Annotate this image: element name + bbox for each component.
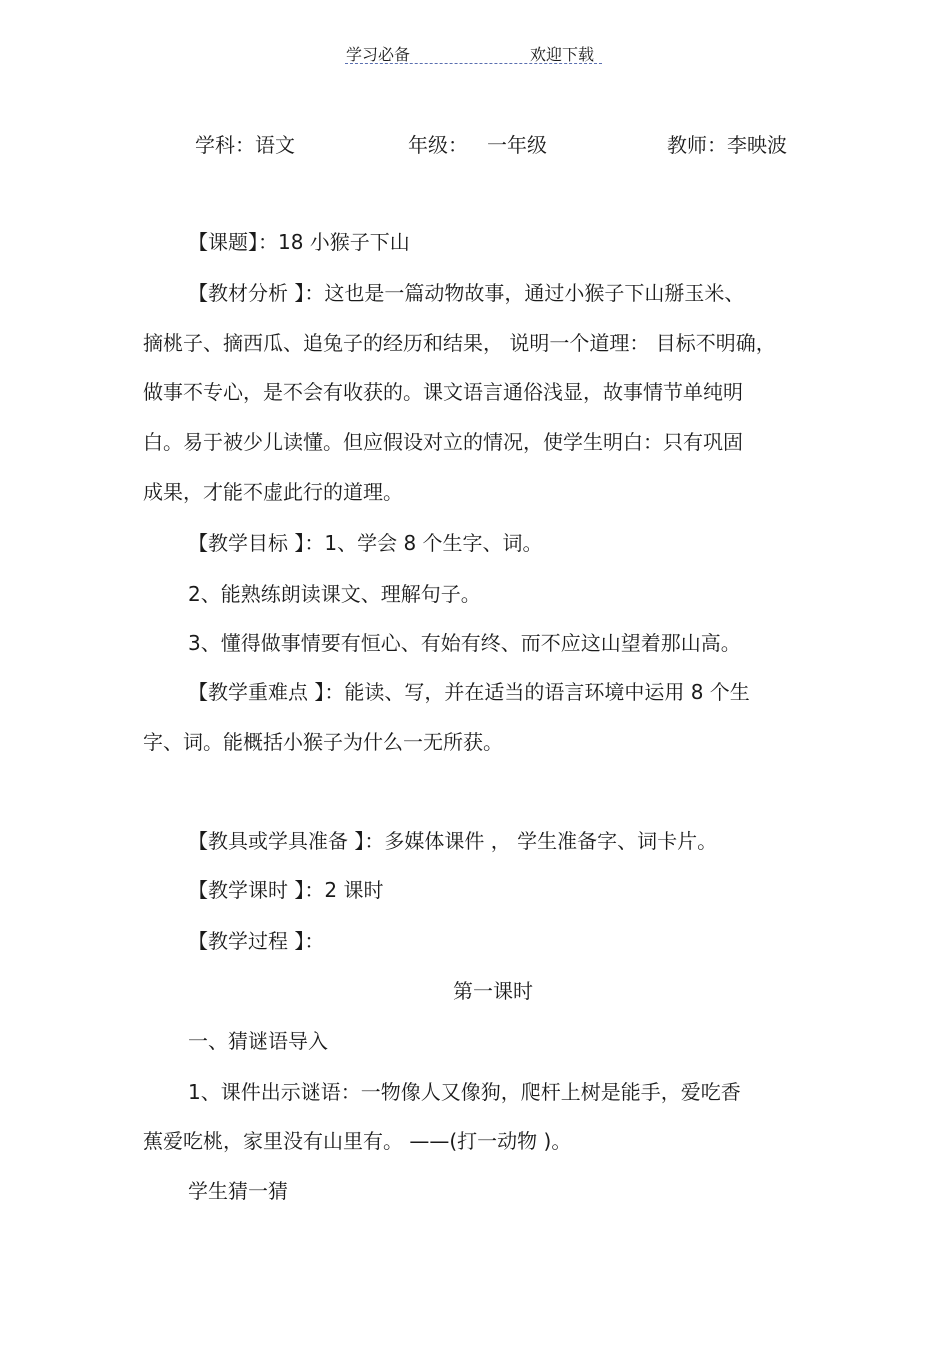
analysis-line-2: 摘桃子、摘西瓜、追兔子的经历和结果， 说明一个道理： 目标不明确， [143, 331, 776, 355]
riddle-line-1: 1、课件出示谜语：一物像人又像狗，爬杆上树是能手，爱吃香 [188, 1080, 741, 1104]
step-heading-1: 一、猜谜语导入 [188, 1029, 328, 1053]
goals-line-1: 【教学目标 】：1、学会 8 个生字、词。 [188, 531, 543, 555]
goals-line-2: 2、能熟练朗读课文、理解句子。 [188, 582, 481, 606]
goals-line-3: 3、懂得做事情要有恒心、有始有终、而不应这山望着那山高。 [188, 631, 741, 655]
analysis-line-5: 成果，才能不虚此行的道理。 [143, 480, 403, 504]
lesson-title: 第一课时 [453, 979, 533, 1003]
analysis-line-1: 【教材分析 】：这也是一篇动物故事，通过小猴子下山掰玉米、 [188, 281, 745, 305]
riddle-line-2: 蕉爱吃桃，家里没有山里有。 ——(打一动物 )。 [143, 1129, 572, 1153]
analysis-line-4: 白。易于被少儿读懂。但应假设对立的情况，使学生明白：只有巩固 [143, 430, 743, 454]
key-points-line-1: 【教学重难点 】：能读、写，并在适当的语言环境中运用 8 个生 [188, 680, 750, 704]
header-left-text: 学习必备 [346, 45, 411, 64]
grade-value: 一年级 [487, 133, 547, 157]
analysis-line-3: 做事不专心，是不会有收获的。课文语言通俗浅显，故事情节单纯明 [143, 380, 743, 404]
hours-line: 【教学课时 】：2 课时 [188, 878, 384, 902]
process-heading: 【教学过程 】： [188, 929, 325, 953]
tools-line: 【教具或学具准备 】：多媒体课件 ， 学生准备字、词卡片。 [188, 829, 718, 853]
teacher-info: 教师：李映波 [667, 133, 787, 157]
guess-line: 学生猜一猜 [188, 1179, 288, 1203]
key-points-line-2: 字、词。能概括小猴子为什么一无所获。 [143, 730, 503, 754]
header-right-text: 欢迎下载 [530, 45, 595, 64]
subject-info: 学科：语文 [195, 133, 295, 157]
grade-label: 年级： [408, 133, 468, 157]
header-dashed-underline [345, 63, 602, 64]
topic-line: 【课题】：18 小猴子下山 [188, 230, 410, 254]
